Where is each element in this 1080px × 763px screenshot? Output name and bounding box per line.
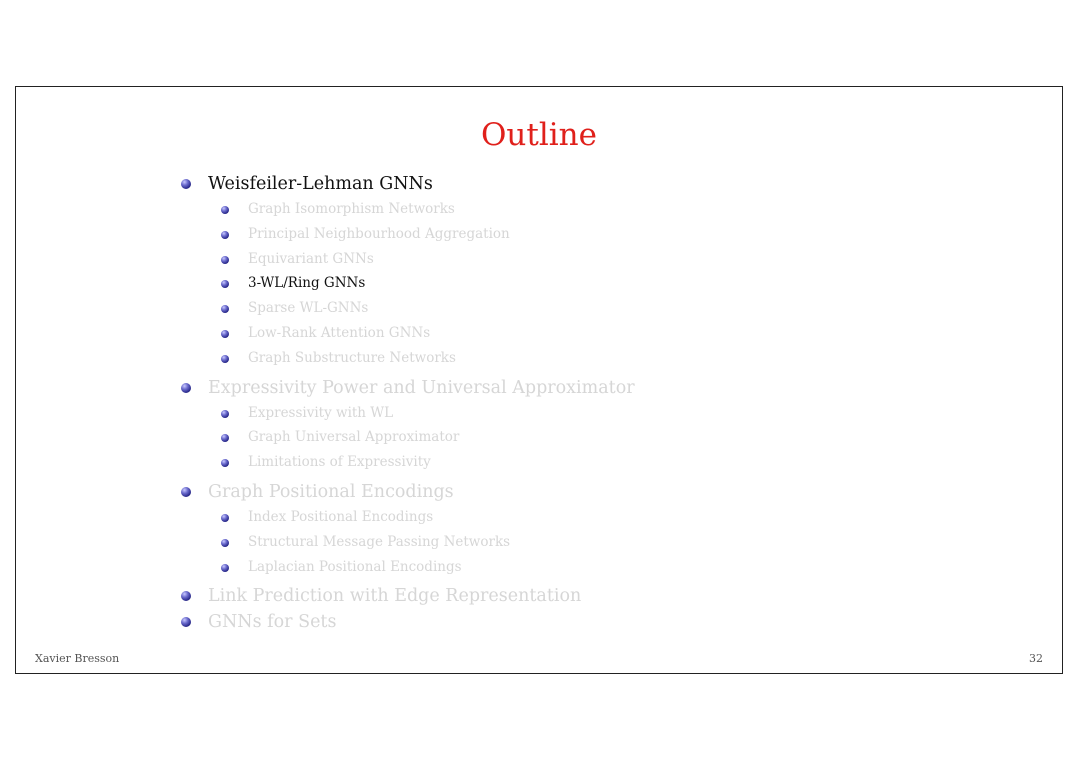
bullet-icon bbox=[221, 434, 229, 442]
outline-subitem bbox=[181, 222, 635, 247]
bullet-icon bbox=[181, 591, 191, 601]
bullet-icon bbox=[221, 231, 229, 239]
bullet-icon bbox=[221, 280, 229, 288]
outline-section bbox=[181, 171, 635, 197]
bullet-icon bbox=[221, 564, 229, 572]
outline-subitem-label: Low-Rank Attention GNNs bbox=[248, 324, 431, 341]
outline-subitems bbox=[181, 505, 635, 579]
slide-title: Outline bbox=[481, 117, 597, 153]
outline-subitem-label: Principal Neighbourhood Aggregation bbox=[248, 225, 510, 242]
outline-subitems bbox=[181, 197, 635, 371]
outline-subitem-label: Graph Universal Approximator bbox=[248, 429, 460, 446]
outline-section-label: Graph Positional Encodings bbox=[208, 481, 454, 502]
outline-subitem-label: Index Positional Encodings bbox=[248, 508, 434, 525]
outline-subitem bbox=[181, 247, 635, 272]
outline-subitem bbox=[181, 271, 635, 296]
outline-list bbox=[181, 171, 635, 635]
outline-section-label: Expressivity Power and Universal Approximator bbox=[208, 377, 635, 398]
outline-section-label: Weisfeiler-Lehman GNNs bbox=[208, 174, 433, 194]
outline-subitem bbox=[181, 197, 635, 222]
bullet-icon bbox=[181, 487, 191, 497]
outline-subitem-label: Limitations of Expressivity bbox=[248, 454, 431, 471]
outline-section-label: Link Prediction with Edge Representation bbox=[208, 586, 582, 607]
outline-subitem-label: Graph Substructure Networks bbox=[248, 349, 456, 366]
bullet-icon bbox=[181, 179, 191, 189]
bullet-icon bbox=[221, 514, 229, 522]
footer-page-number: 32 bbox=[1029, 652, 1043, 665]
outline-subitem bbox=[181, 450, 635, 475]
slide bbox=[15, 86, 1063, 674]
bullet-icon bbox=[221, 206, 229, 214]
bullet-icon bbox=[221, 410, 229, 418]
bullet-icon bbox=[221, 539, 229, 547]
bullet-icon bbox=[181, 383, 191, 393]
bullet-icon bbox=[221, 330, 229, 338]
outline-subitem bbox=[181, 321, 635, 346]
outline-section bbox=[181, 479, 635, 505]
outline-subitem bbox=[181, 296, 635, 321]
outline-section-label: GNNs for Sets bbox=[208, 612, 337, 633]
outline-subitem-label: Laplacian Positional Encodings bbox=[248, 558, 462, 575]
outline-subitem-label: Expressivity with WL bbox=[248, 404, 394, 421]
outline-subitem-label: 3-WL/Ring GNNs bbox=[248, 275, 366, 292]
bullet-icon bbox=[181, 617, 191, 627]
outline-section bbox=[181, 583, 635, 609]
bullet-icon bbox=[221, 305, 229, 313]
outline-subitems bbox=[181, 401, 635, 475]
outline-subitem bbox=[181, 346, 635, 371]
outline-subitem bbox=[181, 425, 635, 450]
outline-subitem bbox=[181, 505, 635, 530]
outline-section bbox=[181, 609, 635, 635]
bullet-icon bbox=[221, 459, 229, 467]
outline-subitem bbox=[181, 555, 635, 580]
outline-subitem bbox=[181, 530, 635, 555]
outline-subitem-label: Graph Isomorphism Networks bbox=[248, 201, 455, 217]
footer-author: Xavier Bresson bbox=[35, 652, 120, 665]
outline-section bbox=[181, 375, 635, 401]
outline-subitem-label: Equivariant GNNs bbox=[248, 250, 374, 267]
bullet-icon bbox=[221, 355, 229, 363]
outline-subitem-label: Sparse WL-GNNs bbox=[248, 300, 369, 317]
outline-subitem bbox=[181, 401, 635, 426]
outline-subitem-label: Structural Message Passing Networks bbox=[248, 533, 511, 550]
bullet-icon bbox=[221, 256, 229, 264]
